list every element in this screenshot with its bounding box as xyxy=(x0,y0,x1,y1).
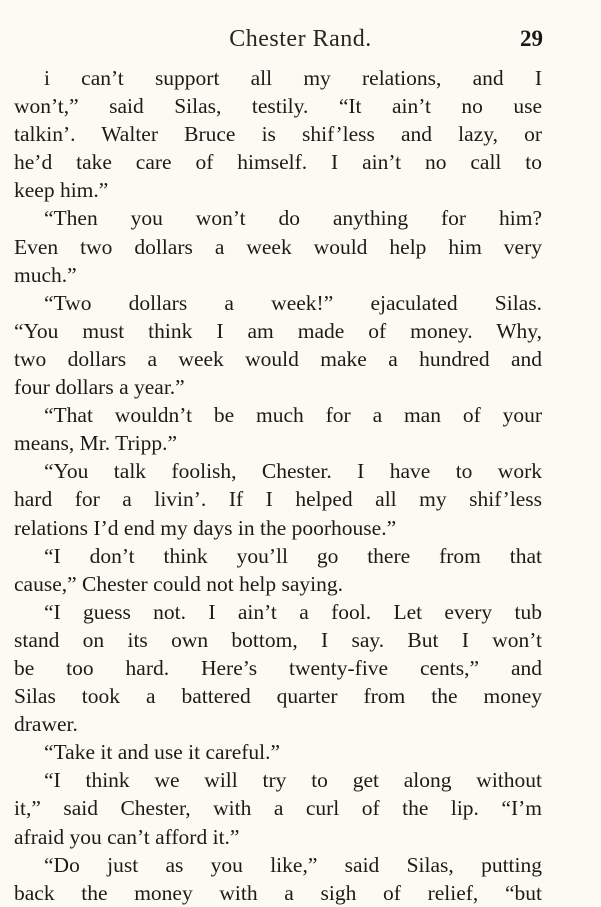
text-line: “You must think I am made of money. Why, xyxy=(14,318,542,343)
paragraph xyxy=(14,204,542,288)
paragraph xyxy=(14,738,542,766)
text-line: much.” xyxy=(14,262,77,287)
text-line: “You talk foolish, Chester. I have to work xyxy=(44,459,542,484)
book-title: Chester Rand. xyxy=(229,26,372,52)
text-line: “I don’t think you’ll go there from that xyxy=(44,543,542,568)
paragraph xyxy=(14,64,542,204)
text-line: four dollars a year.” xyxy=(14,375,185,400)
text-line: “I think we will try to get along without xyxy=(44,768,542,793)
paragraph xyxy=(14,542,542,598)
text-line: it,” said Chester, with a curl of the lip. “I’m xyxy=(14,796,542,821)
text-line: “I guess not. I ain’t a fool. Let every tub xyxy=(44,599,542,624)
text-line: two dollars a week would make a hundred and xyxy=(14,346,542,371)
text-line: drawer. xyxy=(14,712,78,737)
paragraph xyxy=(14,457,542,541)
text-line: be too hard. Here’s twenty-five cents,” and xyxy=(14,655,542,680)
text-line: stand on its own bottom, I say. But I won’t xyxy=(14,627,542,652)
paragraph xyxy=(14,289,542,401)
text-line: relations I’d end my days in the poorhouse.” xyxy=(14,515,397,540)
text-line: back the money with a sigh of relief, “but xyxy=(14,880,542,905)
text-line: i can’t support all my relations, and I xyxy=(44,66,542,90)
paragraph xyxy=(14,401,542,457)
text-line: “Do just as you like,” said Silas, putting xyxy=(44,852,542,877)
text-line: cause,” Chester could not help saying. xyxy=(14,571,343,596)
text-line: “That wouldn’t be much for a man of your xyxy=(44,403,542,428)
paragraph xyxy=(14,851,542,907)
text-line: Even two dollars a week would help him very xyxy=(14,234,542,259)
running-head xyxy=(0,26,601,56)
text-line: talkin’. Walter Bruce is shif’less and lazy, or xyxy=(14,122,542,147)
text-line: hard for a livin’. If I helped all my shif’less xyxy=(14,487,542,512)
text-line: “Take it and use it careful.” xyxy=(44,740,281,765)
text-line: Silas took a battered quarter from the money xyxy=(14,684,542,709)
text-line: won’t,” said Silas, testily. “It ain’t no use xyxy=(14,94,542,119)
paragraph xyxy=(14,598,542,738)
text-line: keep him.” xyxy=(14,178,109,203)
body-text xyxy=(14,64,542,907)
paragraph xyxy=(14,766,542,850)
text-line: he’d take care of himself. I ain’t no call to xyxy=(14,150,542,175)
text-line: afraid you can’t afford it.” xyxy=(14,824,240,849)
text-line: “Two dollars a week!” ejaculated Silas. xyxy=(44,290,542,315)
page-number: 29 xyxy=(520,26,543,51)
text-line: “Then you won’t do anything for him? xyxy=(44,206,542,231)
text-line: means, Mr. Tripp.” xyxy=(14,431,178,456)
